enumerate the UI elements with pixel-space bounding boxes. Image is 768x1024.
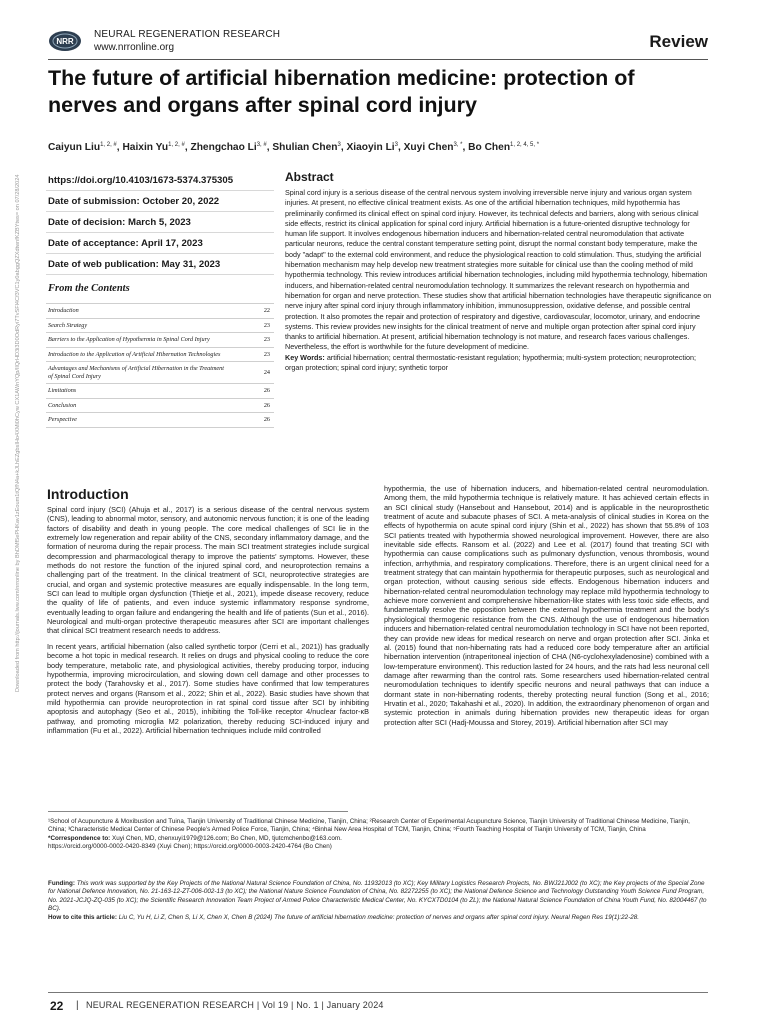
contents-item[interactable]: [46, 383, 274, 398]
footer-journal-info: NEURAL REGENERATION RESEARCH | Vol 19 | No. 1 | January 2024: [86, 1000, 384, 1010]
intro-right-column: [384, 484, 709, 733]
contents-item-page: 26: [263, 401, 270, 409]
contents-item[interactable]: [46, 332, 274, 347]
citation-note: [48, 914, 710, 922]
author-name: Xiaoyin Li: [346, 142, 395, 153]
intro-paragraph: Spinal cord injury (SCI) (Ahuja et al., 2017) is a serious disease of the central nervous system (CNS), leading to abnormal motor, sensory, and autonomic nervous function; it is one of the leading factors of disability and death in young people. The core medical challenges of SCI lie in the extremely low regeneration and repair ability of the CNS, secondary inflammatory damage, and the formation of neuroma during the repair process. The main SCI treatment strategies include surgical decompression and pharmacological therapy to improve the patients’ symptoms. However, these methods do not restore the function of the injured spinal cord, and neuroprotection remains a challenging part of the treatment. In the clinical treatment of SCI, neuroprotective strategies are crucial, and organ and systemic protective measures are equally indispensable. In the long term, SCI can lead to multiple organ dysfunction (Thietje et al., 2021), impede disease recovery, reduce the quality of life of patients, and even induce systemic inflammatory response syndrome, eventually leading to organ failure and endangering the health and life of patients (Sun et al., 2016). Neurological and multi-organ protective therapeutic measures after SCI are important challenges that clinical SCI treatment research needs to address.: [47, 505, 369, 636]
logo-text: NRR: [56, 37, 74, 46]
contents-item[interactable]: [46, 347, 274, 362]
author-affiliation-marker: 1, 2, 4, 5, *: [510, 142, 540, 148]
contents-item[interactable]: [46, 318, 274, 333]
author-name: Bo Chen: [468, 142, 511, 153]
contents-item-page: 26: [263, 387, 270, 395]
funding-section: [48, 880, 710, 922]
article-type: Review: [649, 32, 708, 51]
abstract-text: Spinal cord injury is a serious disease of the central nervous system involving irreversible nerve injury and various organ system injuries. At present, no effective clinical treatment exists. As one of the artificial hibernation techniques, mild hypothermia has preliminarily confirmed its clinical effect on spinal cord injury. However, its technical defects and barriers, along with serious clinical side effects, restrict its clinical application for spinal cord injury. Artificial hibernation is a future-oriented disruptive technology for human life support. It involves endogenous hibernation inducers and hibernation-related central neuromodulation that activate particular neurons, reduce the central constant temperature setting point, disrupt the normal constant body temperature, make the body "adapt" to the external cold environment, and reduce the physiological reaction to cold stimulation. Thus, studying the artificial hibernation mechanism may help develop new treatment strategies more suitable for clinical use than the cooling method of mild hypothermia technology. This review introduces artificial hibernation technologies, including mild hypothermia technology, hibernation inducers, and hibernation-related central neuromodulation technology. It summarizes the relevant research on hypothermia and hibernation for organ and nerve protection. These studies show that artificial hibernation technologies have therapeutic significance on nerve injury after spinal cord injury through inflammatory inhibition, immunosuppression, oxidative defense, and possible central protection. It also promotes the repair and protection of respiratory and digestive, cardiovascular, locomotor, urinary, and endocrine systems. This review provides new insights for the clinical treatment of nerve and multiple organ protection after spinal cord injury thanks to artificial hibernation. At present, artificial hibernation technology is not mature, and research faces various challenges. Nevertheless, the effort is worthwhile for the future development of medicine.: [285, 188, 712, 352]
page-footer: [48, 992, 708, 1012]
contents-item-page: 24: [263, 369, 270, 376]
author-name: Xuyi Chen: [403, 142, 454, 153]
intro-heading: Introduction: [47, 486, 129, 502]
header-divider: [48, 59, 708, 60]
author-name: Zhengchao Li: [190, 142, 257, 153]
author-affiliation-marker: 3, #: [256, 142, 267, 148]
abstract-heading: Abstract: [285, 170, 334, 184]
correspondence-label: *Correspondence to:: [48, 834, 111, 842]
intro-paragraph: In recent years, artificial hibernation (also called synthetic torpor (Cerri et al., 2021)) has gradually become a hot topic in medical research. It relies on drugs and physical cooling to reduce the core body temperature, metabolic rate, and physiological activities, thereby producing torpor, inducing hypothermia, improving microcirculation, and slowing down cell damage and other processes to protect the body (Tarahovsky et al., 2017). Some studies have confirmed that low temperatures protect nerves and organs (Ransom et al., 2022; Shin et al., 2022). Basic studies have shown that mild hypothermia can provide neuroprotection in rat spinal cord tissue after SCI by inhibiting apoptosis and autophagy (Seo et al., 2015), inhibiting the Toll-like receptor 4/nuclear factor-κB pathway, and promoting microglia M2 polarization, thereby reducing SCI-induced injury and inflammation (Fu et al., 2022). Artificial hibernation techniques include mild controlled: [47, 641, 369, 735]
contents-bottom-rule: [46, 427, 274, 428]
affiliations: [48, 818, 708, 851]
download-watermark: [12, 172, 34, 692]
submission-date: Date of submission: October 20, 2022: [46, 191, 274, 212]
journal-logo: [48, 30, 82, 52]
contents-item-title: Barriers to the Application of Hypothermia in Spinal Cord Injury: [48, 336, 210, 343]
web-publication-date: Date of web publication: May 31, 2023: [46, 254, 274, 275]
author-name: Haixin Yu: [122, 142, 169, 153]
page-number: 22: [50, 999, 64, 1013]
keywords-text: artificial hibernation; central thermostatic-resistant regulation; hypothermia; multi-system protection; neuroprotection; organ protection; spinal cord injury; synthetic torpor: [285, 352, 696, 373]
contents-item-title: Conclusion: [48, 401, 77, 409]
author-affiliation-marker: 3: [337, 142, 341, 148]
contents-item-page: 23: [263, 336, 270, 344]
journal-name: NEURAL REGENERATION RESEARCH: [94, 29, 281, 40]
acceptance-date: Date of acceptance: April 17, 2023: [46, 233, 274, 254]
contents-item-title: Perspective: [48, 416, 77, 423]
intro-left-column: [47, 505, 369, 741]
contents-item[interactable]: [46, 361, 274, 383]
contents-item[interactable]: [46, 398, 274, 413]
correspondence-text: Xuyi Chen, MD, chenxuyi1979@126.com; Bo Chen, MD, tjutcmchenbo@163.com.: [112, 834, 342, 842]
contents-item-page: 23: [263, 321, 270, 329]
contents-item-title: Introduction: [48, 307, 79, 314]
keywords-label: Key Words:: [285, 352, 325, 362]
contents-item-title: Introduction to the Application of Artificial Hibernation Technologies: [48, 350, 221, 358]
author-list: Caiyun Liu$^{1, 2, \#}$, Haixin $Yu^{1, 2, \#}$, Zhengchao $Li^{3, \#}$, Shulian Chen$^3$, Xiaoyin Li$^3$, Xuyi Chen$^{3, *}$, Bo Chen$^{1, 2, 4, 5, *}$: [48, 142, 540, 153]
keywords: [285, 353, 713, 374]
article-title: The future of artificial hibernation medicine: protection of nerves and organs after spinal cord injury: [48, 66, 635, 117]
intro-paragraph: hypothermia, the use of hibernation inducers, and hibernation-related central neuromodulation. Among them, the mild hypothermia technique is relatively mature. It has achieved certain effects in an SCI clinical study (Hansebout and Hansebout, 2014) and is applicable in the neuroprosthetic treatment of acute and subacute phases of SCI. A meta-analysis of clinical studies in Korea on the effects of hypothermia on acute spinal cord injury (Shin et al., 2022) has shown that 55.8% of 103 SCI patients treated with hypothermia showed neurological improvement. However, there are also inevitable side effects. Ransom et al. (2022) and Lee et al. (2017) found that treating SCI with hypothermia can cause complications such as pulmonary dysfunction, venous thrombosis, wound infection, arrhythmia, and respiratory complications. Therefore, there is an urgent clinical need for a treatment strategy that can maintain hypothermia for therapeutic purposes, such as neurological and organ protection, without causing serious side effects. Endogenous hibernation inducers and hibernation-related central neuromodulation technology may replace mild hypothermia technology to achieve more convenient and comprehensive hibernation-like states with less toxic side effects, and fundamentally resolve the opposition between the external hypothermia treatment and the body’s physiological thermogenic resistance from the CNS. Although the use of endogenous hibernation inducers and hibernation-related central neuromodulation technology in SCI have not been reported, they can provide new ideas for medical research on nerve and organ protection after SCI. Jinka et al. (2015) found that non-hibernating rats had a reduced core body temperature after an artificial hibernation intervention (intraperitoneal injection of CHA (N6-cyclohexyladenosine) combined with a low-temperature environment). This reduction lasted for 24 hours, and the rats had less neuronal cell damage after rewarming than the control rats. Some researchers used hibernation-related central neuromodulation techniques to identify specific neurons and neural pathways that can induce a dormant state in non-hibernating rodents, thereby protecting neural function (Song et al., 2016; Hrvatin et al., 2020; Takahashi et al., 2020). In addition, the extraordinary phenomenon of organ and systemic protection in animals during hibernation provides new therapeutic ideas for organ protection after SCI (Hadj-Moussa and Storey, 2019). Artificial hibernation after SCI may: [384, 484, 709, 727]
footer-separator: |: [76, 1000, 79, 1011]
funding-text: This work was supported by the Key Projects of the National Natural Science Foundation of China, No. 11932013 (to XC); Key Military Logistics Research Projects, No. BWJ21J002 (to XC); the Key projects of the Special Zone for National Defence Innovation, No. 21-163-12-ZT-006-002-13 (to XC); the National Nature Science Foundation of China, No. 82272255 (to XC); the National Defence Science and Technology Outstanding Youth Science Fund Program, No. 2021-JCJQ-ZQ-035 (to XC); the Scientific Research Innovation Team Project of Armed Police Characteristic Medical Center, No. KYCXTD0104 (to ZL); the National Natural Science Foundation of China Youth Fund, No. 82004467 (to BC).: [48, 880, 707, 913]
download-note: Downloaded from http://journals.lww.com/nrronline by BhDMf5ePHKav1zEoum1tQfN4a+kJLhEZgbsIHo4XMi0hCyw CX1AWnYQp/IlQrHD3i3D0OdRyi7TvSFl4Cf3VC1y0abggQZXdtwnfKZBYtws= on 07/28/2024: [15, 174, 21, 692]
funding-label: Funding:: [48, 880, 75, 887]
author-name: Caiyun Liu: [48, 142, 101, 153]
contents-item-title: Limitations: [48, 387, 77, 394]
citation-text: Liu C, Yu H, Li Z, Chen S, Li X, Chen X, Chen B (2024) The future of artificial hibernation medicine: protection of nerves and organs after spinal cord injury. Neural Regen Res 19(1):22-28.: [118, 913, 640, 921]
funding-note: [48, 880, 710, 914]
decision-date: Date of decision: March 5, 2023: [46, 212, 274, 233]
footnote-divider: [48, 811, 348, 812]
author-affiliation-marker: 3: [394, 142, 398, 148]
contents-item[interactable]: [46, 303, 274, 318]
author-affiliation-marker: 3, *: [453, 142, 463, 148]
contents-item-title: Advantages and Mechanisms of Artificial Hibernation in the Treatment of Spinal Cord Injury: [48, 365, 224, 380]
journal-url[interactable]: www.nrronline.org: [94, 42, 175, 53]
author-affiliation-marker: 1, 2, #: [168, 142, 185, 148]
contents-title: From the Contents: [48, 283, 130, 294]
doi-link[interactable]: https://doi.org/10.4103/1673-5374.375305: [46, 170, 274, 191]
citation-label: How to cite this article:: [48, 913, 117, 921]
author-affiliation-marker: 1, 2, #: [100, 142, 117, 148]
correspondence: [48, 835, 708, 843]
contents-item[interactable]: [46, 412, 274, 427]
contents-item-page: 22: [263, 307, 270, 315]
journal-header: [48, 24, 708, 64]
orcid-links[interactable]: https://orcid.org/0000-0002-0420-8349 (Xuyi Chen); https://orcid.org/0000-0003-2420-4764 (Bo Chen): [48, 842, 332, 850]
contents-table: [46, 303, 274, 428]
affiliation-text: ¹School of Acupuncture & Moxibustion and Tuina, Tianjin University of Traditional Chinese Medicine, Tianjin, China; ²Research Center of Experimental Acupuncture Science, Tianjin University of Traditional Chinese Medicine, Tianjin, China; ³Characteristic Medical Center of Chinese People’s Armed Police Force, Tianjin, China; ⁴Binhai New Area Hospital of TCM, Tianjin, China; ⁵Fourth Teaching Hospital of Tianjin University of TCM, Tianjin, China: [48, 818, 690, 834]
contents-item-title: Search Strategy: [48, 321, 88, 329]
author-name: Shulian Chen: [272, 142, 338, 153]
contents-item-page: 26: [263, 416, 270, 424]
article-meta: [46, 170, 274, 428]
contents-item-page: 23: [263, 350, 270, 358]
abstract-body: [285, 188, 713, 373]
